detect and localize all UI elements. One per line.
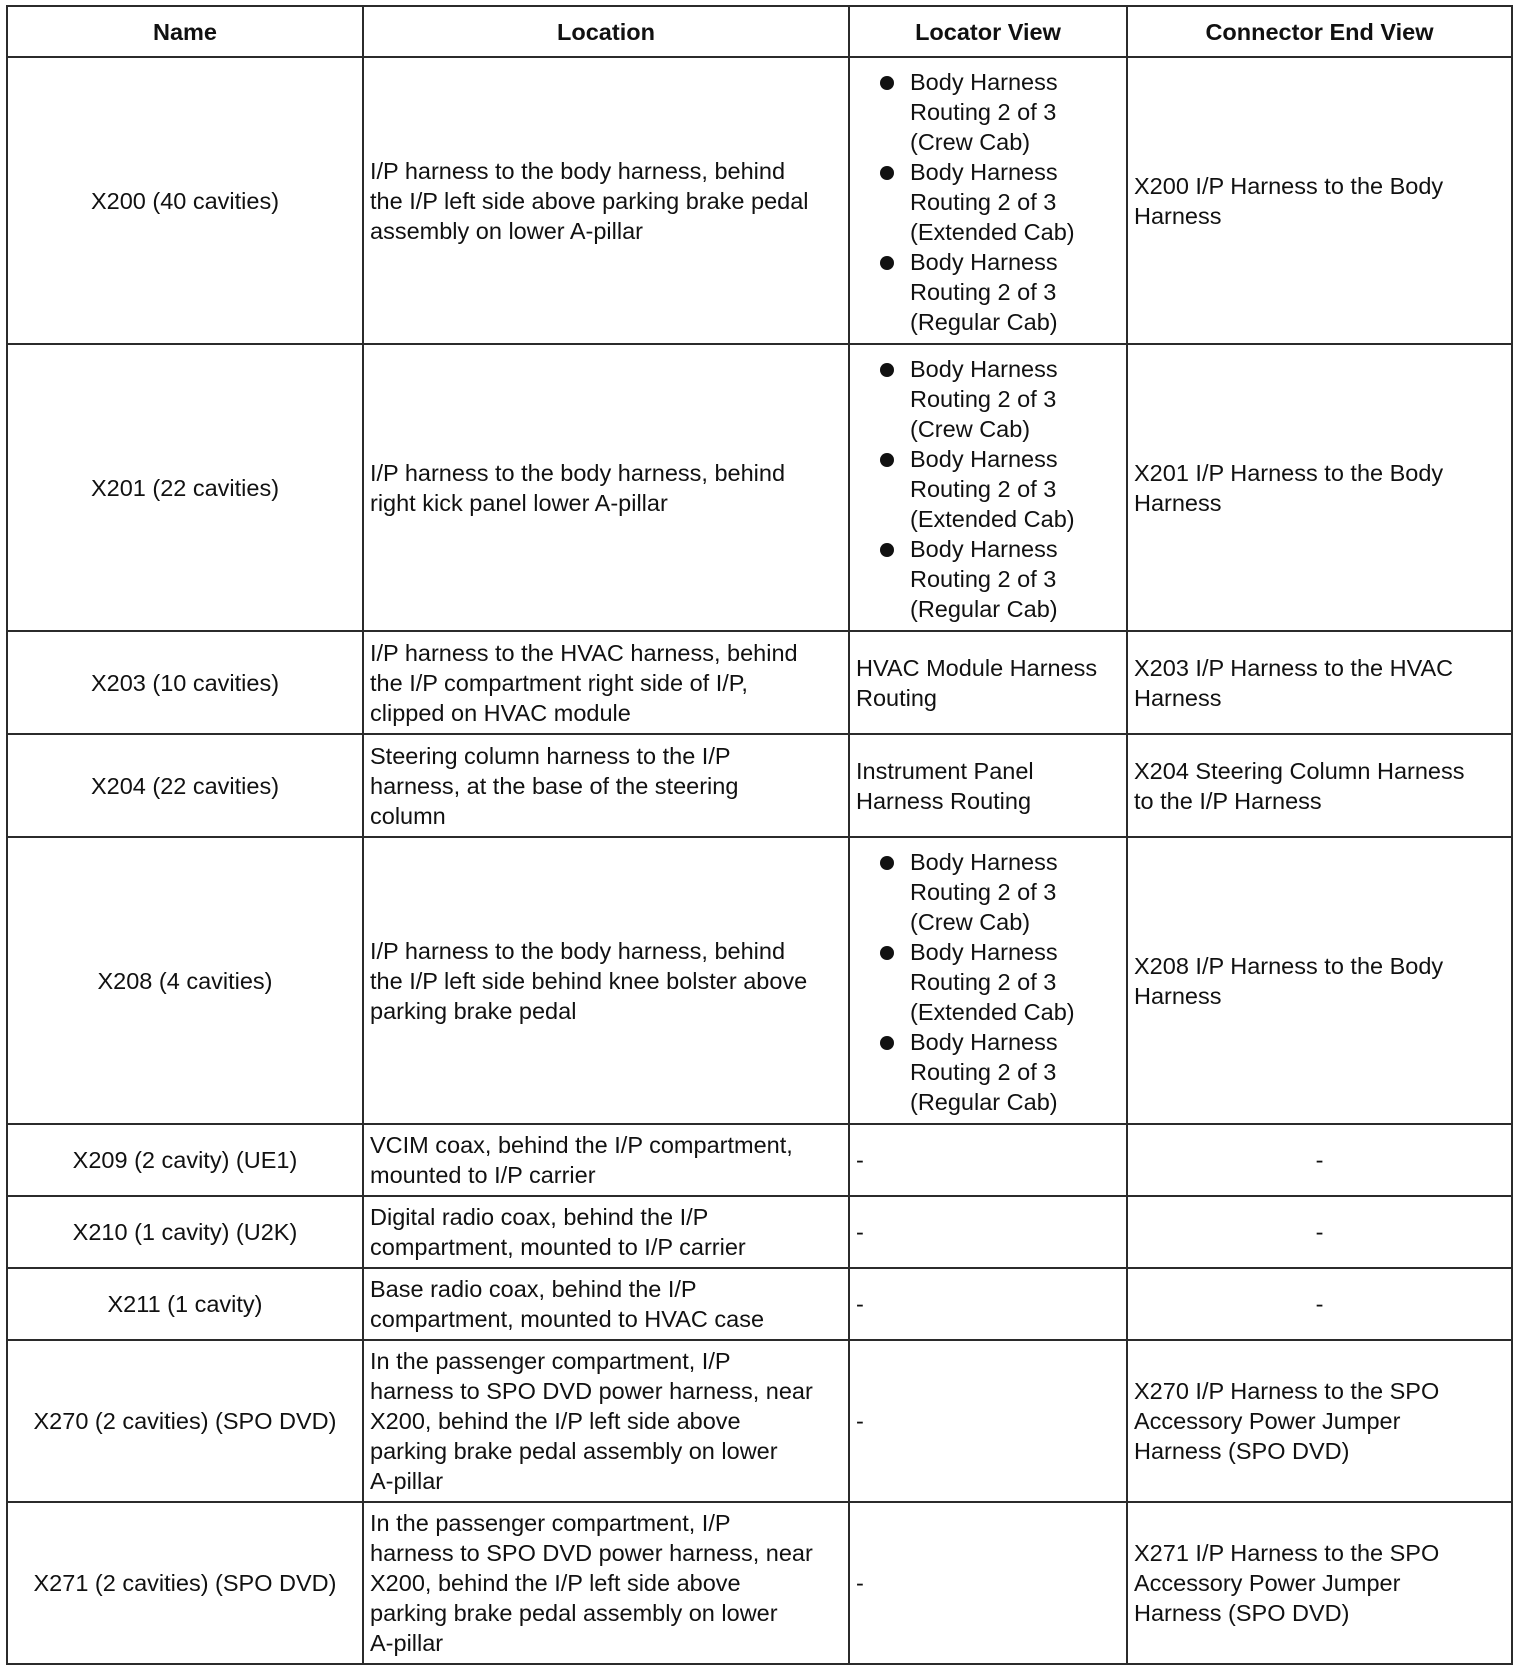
connector-end-view: - — [1127, 1124, 1512, 1196]
connector-end-view: X203 I/P Harness to the HVAC Harness — [1127, 631, 1512, 734]
header-connector-end-view: Connector End View — [1127, 6, 1512, 57]
connector-end-view: X270 I/P Harness to the SPO Accessory Power Jumper Harness (SPO DVD) — [1127, 1340, 1512, 1502]
locator-view-item: Body Harness Routing 2 of 3 (Extended Cab) — [856, 937, 1120, 1027]
connector-location: I/P harness to the body harness, behind the I/P left side behind knee bolster above parking brake pedal — [363, 837, 849, 1124]
connector-table — [6, 5, 1513, 1665]
locator-view-item: Body Harness Routing 2 of 3 (Extended Cab) — [856, 444, 1120, 534]
bullet-icon — [880, 1036, 894, 1050]
bullet-icon — [880, 946, 894, 960]
bullet-icon — [880, 363, 894, 377]
bullet-icon — [880, 256, 894, 270]
table-row — [7, 837, 1512, 1124]
connector-end-view: X271 I/P Harness to the SPO Accessory Power Jumper Harness (SPO DVD) — [1127, 1502, 1512, 1664]
table-row — [7, 344, 1512, 631]
connector-location: Steering column harness to the I/P harness, at the base of the steering column — [363, 734, 849, 837]
locator-view-item: Body Harness Routing 2 of 3 (Regular Cab) — [856, 534, 1120, 624]
connector-location: I/P harness to the body harness, behind right kick panel lower A-pillar — [363, 344, 849, 631]
connector-location: I/P harness to the HVAC harness, behind the I/P compartment right side of I/P, clipped on HVAC module — [363, 631, 849, 734]
bullet-icon — [880, 76, 894, 90]
connector-name: X203 (10 cavities) — [7, 631, 363, 734]
connector-name: X200 (40 cavities) — [7, 57, 363, 344]
connector-end-view: X201 I/P Harness to the Body Harness — [1127, 344, 1512, 631]
table-row — [7, 631, 1512, 734]
connector-name: X211 (1 cavity) — [7, 1268, 363, 1340]
connector-name: X209 (2 cavity) (UE1) — [7, 1124, 363, 1196]
connector-end-view: X200 I/P Harness to the Body Harness — [1127, 57, 1512, 344]
locator-view: - — [849, 1196, 1127, 1268]
table-row — [7, 57, 1512, 344]
locator-view: - — [849, 1124, 1127, 1196]
locator-view — [849, 57, 1127, 344]
connector-name: X204 (22 cavities) — [7, 734, 363, 837]
locator-view-item: Body Harness Routing 2 of 3 (Regular Cab) — [856, 247, 1120, 337]
connector-location: In the passenger compartment, I/P harness to SPO DVD power harness, near X200, behind the I/P left side above parking brake pedal assembly on lower A-pillar — [363, 1340, 849, 1502]
locator-view — [849, 344, 1127, 631]
locator-view-item: Body Harness Routing 2 of 3 (Regular Cab) — [856, 1027, 1120, 1117]
connector-name: X208 (4 cavities) — [7, 837, 363, 1124]
locator-view-item: Body Harness Routing 2 of 3 (Crew Cab) — [856, 354, 1120, 444]
locator-view: Instrument Panel Harness Routing — [849, 734, 1127, 837]
connector-location: VCIM coax, behind the I/P compartment, mounted to I/P carrier — [363, 1124, 849, 1196]
connector-location: I/P harness to the body harness, behind the I/P left side above parking brake pedal assembly on lower A-pillar — [363, 57, 849, 344]
locator-view: HVAC Module Harness Routing — [849, 631, 1127, 734]
connector-name: X271 (2 cavities) (SPO DVD) — [7, 1502, 363, 1664]
header-row — [7, 6, 1512, 57]
connector-location: Base radio coax, behind the I/P compartment, mounted to HVAC case — [363, 1268, 849, 1340]
connector-location: Digital radio coax, behind the I/P compartment, mounted to I/P carrier — [363, 1196, 849, 1268]
bullet-icon — [880, 166, 894, 180]
connector-end-view: X204 Steering Column Harness to the I/P Harness — [1127, 734, 1512, 837]
locator-view: - — [849, 1502, 1127, 1664]
bullet-icon — [880, 543, 894, 557]
connector-end-view: - — [1127, 1268, 1512, 1340]
locator-view: - — [849, 1340, 1127, 1502]
locator-view-item: Body Harness Routing 2 of 3 (Crew Cab) — [856, 67, 1120, 157]
locator-view: - — [849, 1268, 1127, 1340]
connector-end-view: - — [1127, 1196, 1512, 1268]
table-row — [7, 1124, 1512, 1196]
bullet-icon — [880, 856, 894, 870]
table-row — [7, 1502, 1512, 1664]
locator-view-item: Body Harness Routing 2 of 3 (Crew Cab) — [856, 847, 1120, 937]
connector-name: X270 (2 cavities) (SPO DVD) — [7, 1340, 363, 1502]
header-locator-view: Locator View — [849, 6, 1127, 57]
table-row — [7, 734, 1512, 837]
connector-end-view: X208 I/P Harness to the Body Harness — [1127, 837, 1512, 1124]
header-name: Name — [7, 6, 363, 57]
locator-view-item: Body Harness Routing 2 of 3 (Extended Cab) — [856, 157, 1120, 247]
locator-view — [849, 837, 1127, 1124]
bullet-icon — [880, 453, 894, 467]
table-row — [7, 1196, 1512, 1268]
connector-location: In the passenger compartment, I/P harness to SPO DVD power harness, near X200, behind the I/P left side above parking brake pedal assembly on lower A-pillar — [363, 1502, 849, 1664]
table-row — [7, 1340, 1512, 1502]
header-location: Location — [363, 6, 849, 57]
connector-name: X201 (22 cavities) — [7, 344, 363, 631]
connector-name: X210 (1 cavity) (U2K) — [7, 1196, 363, 1268]
table-row — [7, 1268, 1512, 1340]
